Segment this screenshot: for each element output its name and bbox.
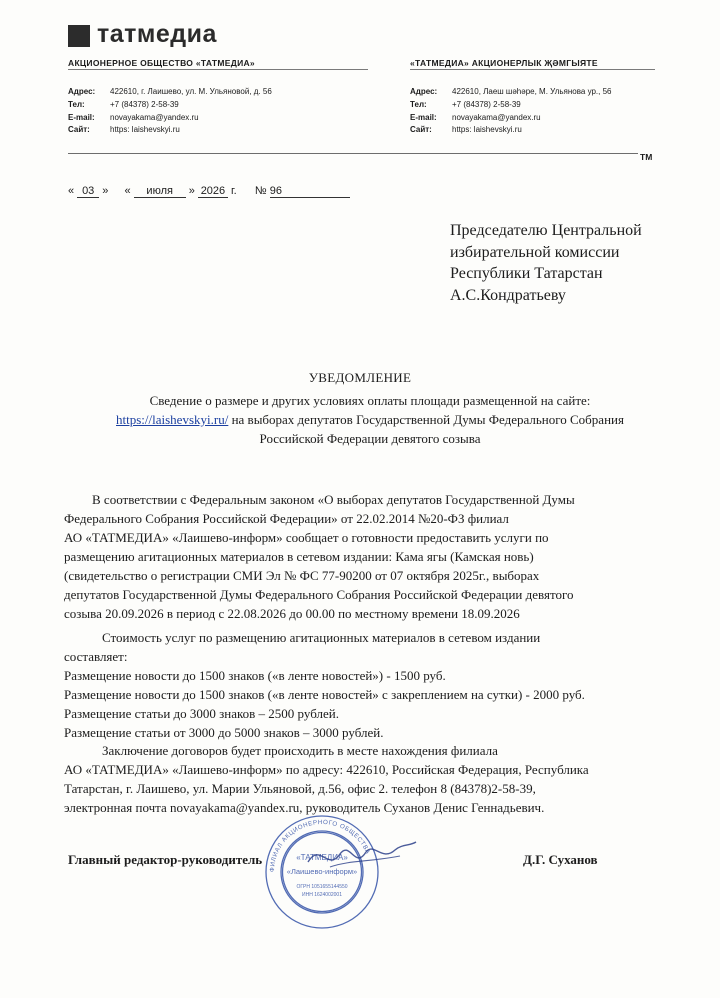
body-line: созыва 20.09.2026 в период с 22.08.2026 до 00.00 по местному времени 18.09.2026	[64, 606, 520, 621]
site-link[interactable]: https://laishevskyi.ru/	[116, 412, 229, 427]
date-number-line	[68, 185, 350, 198]
email-label: E-mail:	[410, 112, 437, 122]
site-value: https: laishevskyi.ru	[110, 125, 180, 135]
email-value: novayakama@yandex.ru	[110, 112, 199, 122]
quote-close: »	[188, 185, 195, 197]
stamp-center-mid: «Лаишево-информ»	[286, 867, 358, 876]
org-tt-rule	[410, 69, 655, 70]
price-line: Размещение статьи от 3000 до 5000 знаков – 3000 рублей.	[64, 725, 384, 740]
site-label: Сайт:	[68, 125, 90, 135]
contacts-tt	[410, 86, 612, 137]
date-month: июля	[134, 185, 186, 198]
body-paragraph-3	[64, 741, 668, 817]
addressee-line: Республики Татарстан	[450, 265, 603, 282]
email-label: E-mail:	[68, 112, 95, 122]
body-line: (свидетельство о регистрации СМИ Эл № ФС 77-90200 от 07 октября 2025г., выборах	[64, 568, 540, 583]
price-line: Размещение статьи до 3000 знаков – 2500 рублей.	[64, 706, 339, 721]
org-name-tt: «ТАТМЕДИА» АКЦИОНЕРЛЫК ҖӘМГЫЯТЕ	[410, 58, 598, 68]
subject-line: Сведение о размере и других условиях оплаты площади размещенной на сайте:	[149, 393, 591, 408]
phone-value: +7 (84378) 2-58-39	[110, 99, 179, 109]
signatory-name: Д.Г. Суханов	[523, 852, 598, 867]
body-line: АО «ТАТМЕДИА» «Лаишево-информ» по адресу: 422610, Российская Федерация, Республика	[64, 762, 589, 777]
price-line: Размещение новости до 1500 знаков («в ленте новостей» с закреплением на сутки) - 2000 руб.	[64, 687, 585, 702]
quote-open: «	[68, 185, 75, 197]
addressee-line: А.С.Кондратьеву	[450, 286, 566, 304]
email-value: novayakama@yandex.ru	[452, 112, 541, 122]
handwritten-signature	[300, 832, 420, 882]
phone-value: +7 (84378) 2-58-39	[452, 99, 521, 109]
stamp-ring-text: ФИЛИАЛ АКЦИОНЕРНОГО ОБЩЕСТВА	[268, 818, 372, 873]
org-name-ru: АКЦИОНЕРНОЕ ОБЩЕСТВО «ТАТМЕДИА»	[68, 58, 255, 68]
body-line: Татарстан, г. Лаишево, ул. Марии Ульяновой, д.56, офис 2. телефон 8 (84378)2-58-39,	[64, 781, 536, 796]
body-line: составляет:	[64, 649, 128, 664]
body-paragraph-1	[64, 490, 668, 623]
body-line: Заключение договоров будет происходить в месте нахождения филиала	[102, 743, 498, 758]
stamp-inn: ИНН 1624002001	[301, 892, 343, 898]
document-number: 96	[270, 185, 350, 198]
header-divider	[68, 153, 638, 154]
stamp-center-top: «ТАТМЕДИА»	[296, 853, 348, 862]
site-value: https: laishevskyi.ru	[452, 125, 522, 135]
subject-line: Российской Федерации девятого созыва	[259, 431, 481, 446]
stamp-ogrn: ОГРН 1051655144550	[296, 884, 348, 890]
document-title: УВЕДОМЛЕНИЕ	[308, 370, 412, 385]
address-value: 422610, Лаеш шәһәре, М. Ульянова ур., 56	[452, 87, 612, 96]
address-label: Адрес:	[68, 87, 96, 96]
subject-line: на выборах депутатов Государственной Думы Федерального Собрания	[228, 412, 624, 427]
phone-label: Тел:	[68, 99, 85, 109]
price-line: Размещение новости до 1500 знаков («в ленте новостей») - 1500 руб.	[64, 668, 446, 683]
body-line: Федерального Собрания Российской Федерации» от 22.02.2014 №20-ФЗ филиал	[64, 511, 509, 526]
quote-close: »	[102, 185, 109, 197]
addressee-line: избирательной комиссии	[450, 243, 620, 261]
body-line: В соответствии с Федеральным законом «О выборах депутатов Государственной Думы	[92, 492, 575, 507]
phone-label: Тел:	[410, 99, 427, 109]
quote-open: «	[124, 185, 131, 197]
body-line: размещению агитационных материалов в сетевом издании: Кама ягы (Камская новь)	[64, 549, 534, 564]
trademark-mark: ТМ	[640, 152, 653, 162]
org-ru-rule	[68, 69, 368, 70]
address-value: 422610, г. Лаишево, ул. М. Ульяновой, д. 56	[110, 87, 272, 96]
year-suffix: г.	[231, 185, 237, 197]
signatory-position: Главный редактор-руководитель	[68, 852, 263, 867]
addressee-block	[450, 220, 642, 306]
subject-block	[60, 391, 680, 448]
date-year: 2026	[198, 185, 228, 198]
body-paragraph-2	[64, 628, 668, 742]
body-line: депутатов Государственной Думы Федерального Собрания Российской Федерации девятого	[64, 587, 574, 602]
date-day: 03	[77, 185, 99, 198]
logo-mark	[68, 25, 90, 47]
body-line: АО «ТАТМЕДИА» «Лаишево-информ» сообщает о готовности предоставить услуги по	[64, 530, 549, 545]
address-label: Адрес:	[410, 87, 438, 96]
body-line: Стоимость услуг по размещению агитационных материалов в сетевом издании	[102, 630, 541, 645]
addressee-line: Председателю Центральной	[450, 222, 642, 239]
site-label: Сайт:	[410, 125, 432, 135]
number-label: №	[254, 185, 267, 197]
contacts-ru	[68, 86, 272, 137]
body-line: электронная почта novayakama@yandex.ru, руководитель Суханов Денис Геннадьевич.	[64, 800, 545, 815]
logo-text: татмедиа	[97, 20, 217, 48]
